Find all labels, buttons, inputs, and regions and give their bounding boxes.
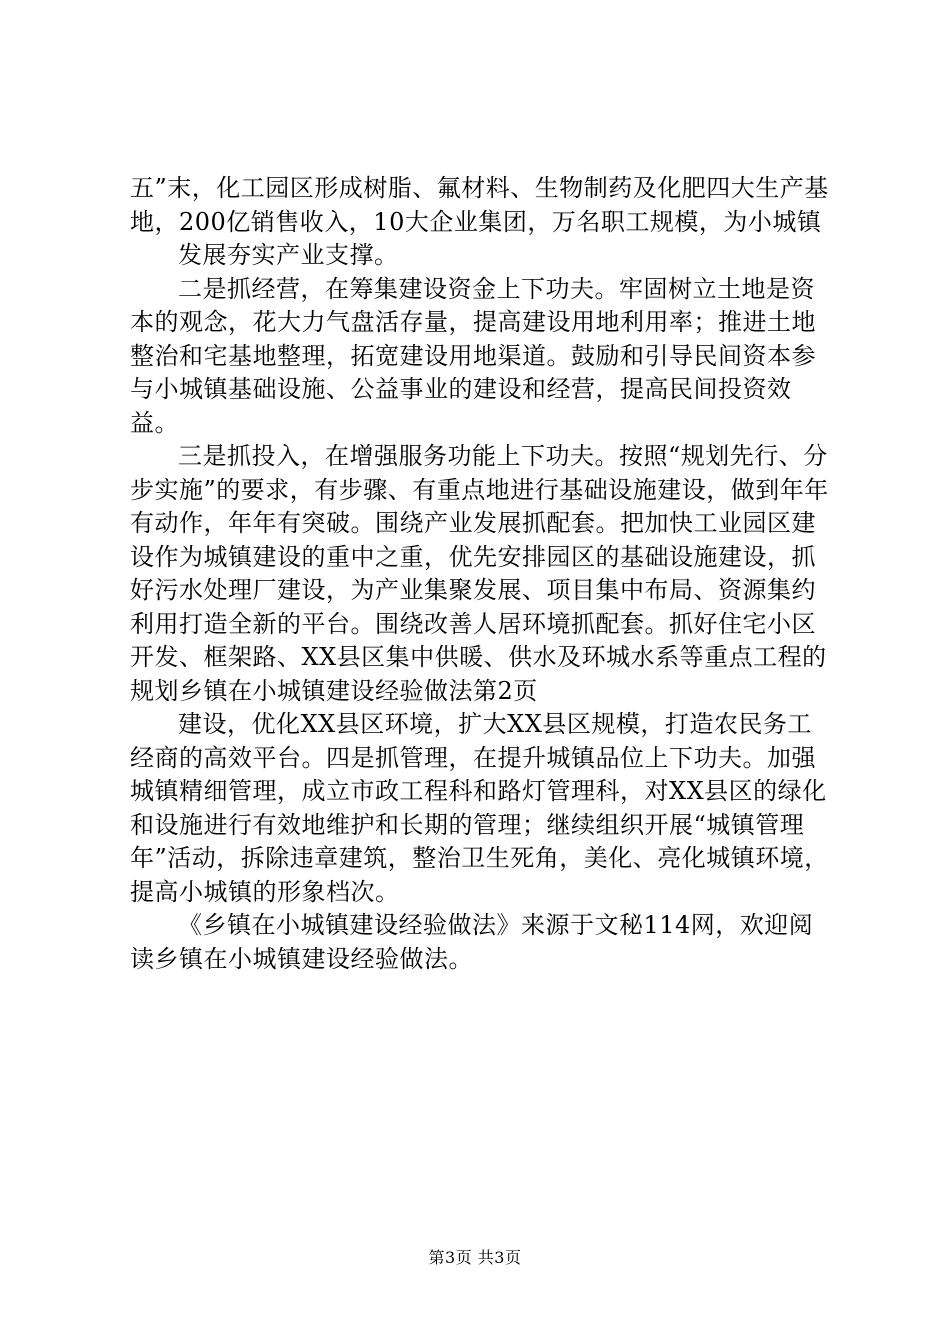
paragraph-4: 三是抓投入，在增强服务功能上下功夫。按照“规划先行、分步实施”的要求，有步骤、有重点地进行基础设施建设，做到年年有动作，年年有突破。围绕产业发展抓配套。把加快工业园区建设作为城镇建设的重中之重，优先安排园区的基础设施建设，抓好污水处理厂建设，为产业集聚发展、项目集中布局、资源集约利用打造全新的平台。围绕改善人居环境抓配套。抓好住宅小区开发、框架路、XX县区集中供暖、供水及环城水系等重点工程的规划乡镇在小城镇建设经验做法第2页 — [130, 442, 829, 705]
page-footer: 第3页 共3页 — [428, 1248, 522, 1267]
paragraph-1: 五”末，化工园区形成树脂、氟材料、生物制药及化肥四大生产基地，200亿销售收入，10大企业集团，万名职工规模，为小城镇 — [130, 174, 829, 236]
paragraph-5: 建设，优化XX县区环境，扩大XX县区规模，打造农民务工经商的高效平台。四是抓管理，在提升城镇品位上下功夫。加强城镇精细管理，成立市政工程科和路灯管理科，对XX县区的绿化和设施进行有效地维护和长期的管理；继续组织开展“城镇管理年”活动，拆除违章建筑，整治卫生死角，美化、亮化城镇环境，提高小城镇的形象档次。 — [130, 710, 829, 906]
paragraph-3: 二是抓经营，在筹集建设资金上下功夫。牢固树立土地是资本的观念，花大力气盘活存量，提高建设用地利用率；推进土地整治和宅基地整理，拓宽建设用地渠道。鼓励和引导民间资本参与小城镇基础设施、公益事业的建设和经营，提高民间投资效益。 — [130, 274, 816, 437]
paragraph-2: 发展夯实产业支撑。 — [178, 241, 399, 269]
paragraph-6: 《乡镇在小城镇建设经验做法》来源于文秘114网，欢迎阅读乡镇在小城镇建设经验做法。 — [130, 911, 814, 973]
document-body — [130, 172, 836, 976]
